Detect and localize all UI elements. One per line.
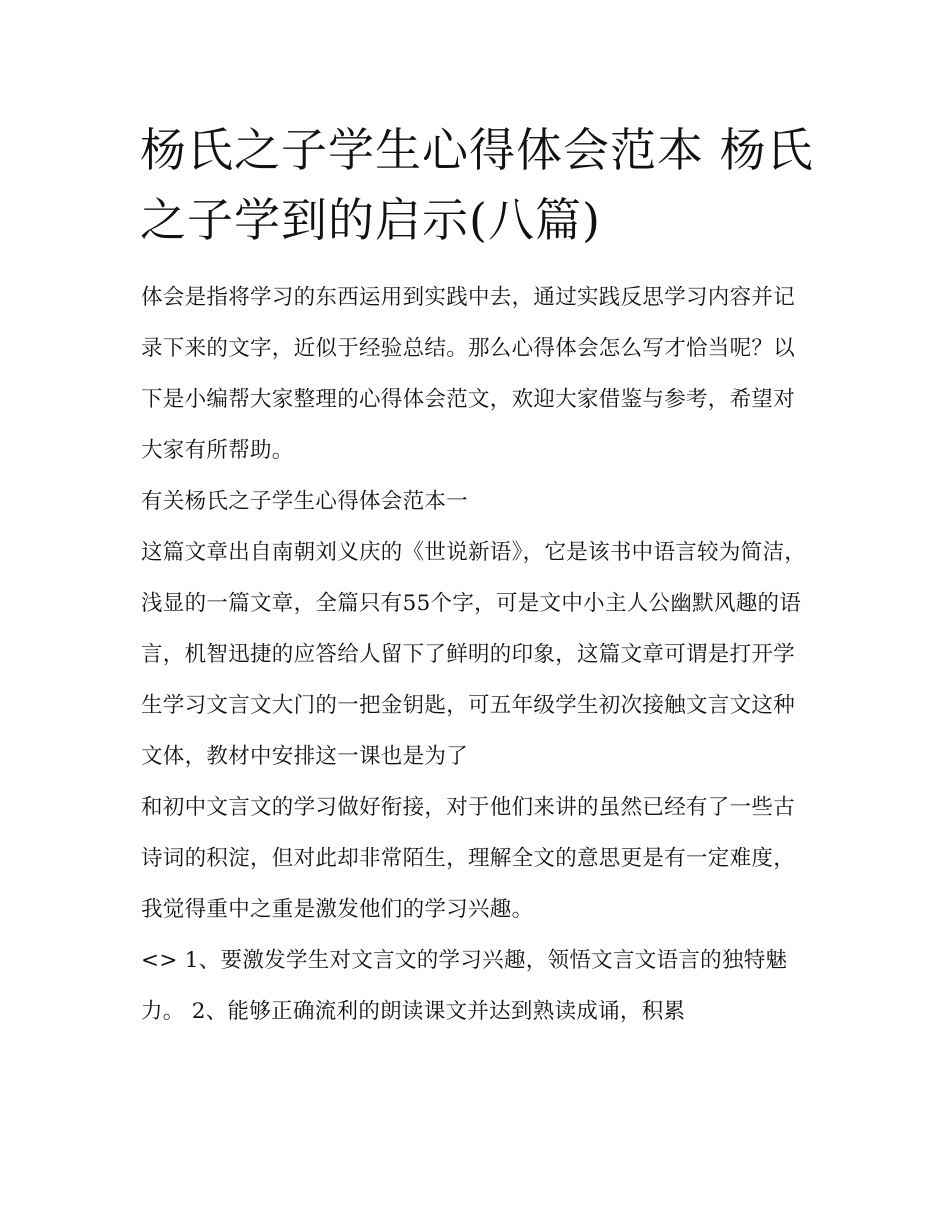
body-paragraph: 这篇文章出自南朝刘义庆的《世说新语》，它是该书中语言较为简洁，浅显的一篇文章，全篇只有55个字，可是文中小主人公幽默风趣的语言，机智迅捷的应答给人留下了鲜明的印象，这篇文章可谓是打开学生学习文言文大门的一把金钥匙，可五年级学生初次接触文言文这种文体，教材中安排这一课也是为了 xyxy=(141,540,807,769)
body-paragraph: 和初中文言文的学习做好衔接，对于他们来讲的虽然已经有了一些古诗词的积淀，但对此却非常陌生，理解全文的意思更是有一定难度，我觉得重中之重是激发他们的学习兴趣。 xyxy=(141,795,796,922)
intro-paragraph: 体会是指将学习的东西运用到实践中去，通过实践反思学习内容并记录下来的文字，近似于经验总结。那么心得体会怎么写才恰当呢？以下是小编帮大家整理的心得体会范文，欢迎大家借鉴与参考，希望对大家有所帮助。 xyxy=(141,285,796,463)
body-paragraph: <> 1、要激发学生对文言文的学习兴趣，领悟文言文语言的独特魅力。 2、能够正确流利的朗读课文并达到熟读成诵，积累 xyxy=(141,948,788,1024)
section-heading: 有关杨氏之子学生心得体会范本一 xyxy=(141,489,469,514)
document-title: 杨氏之子学生心得体会范本 杨氏之子学到的启示(八篇) xyxy=(140,123,814,247)
document-body xyxy=(141,272,816,1037)
